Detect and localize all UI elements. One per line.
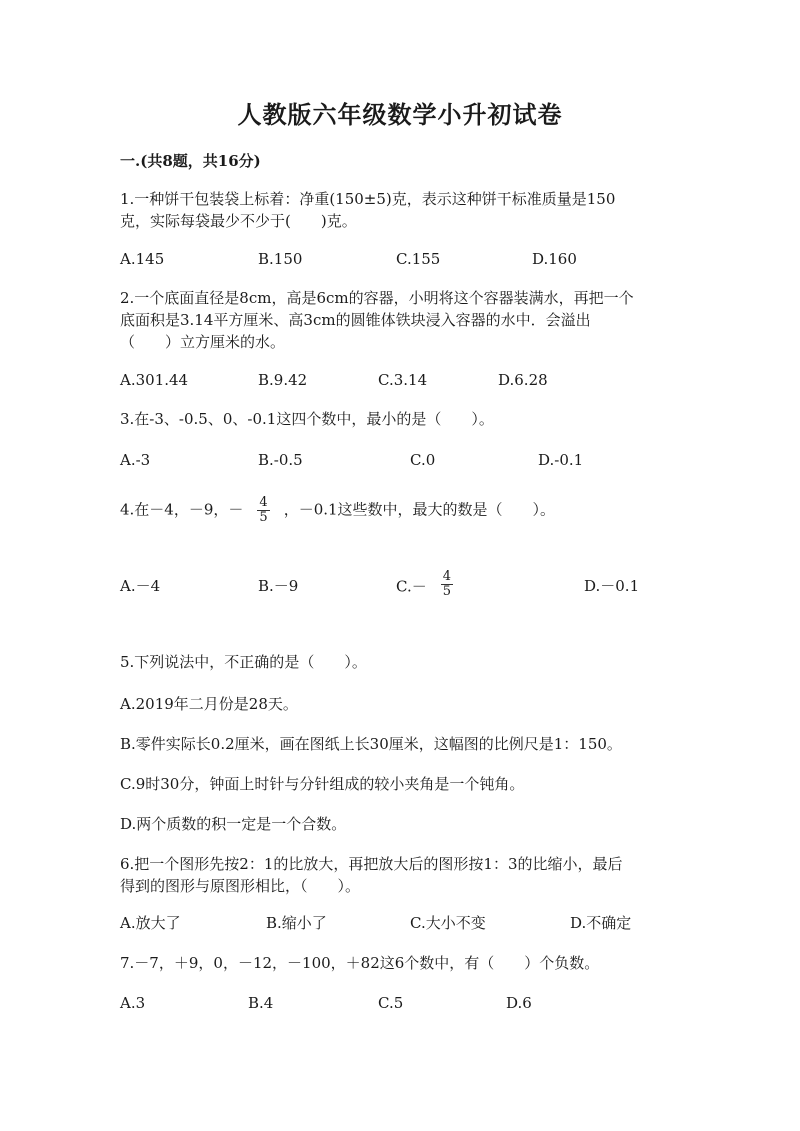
fraction	[441, 570, 453, 599]
question-4-options	[120, 569, 680, 606]
option-c[interactable]: C.3.14	[378, 371, 428, 389]
question-1-line-2: 克，实际每袋最少不少于( )克。	[120, 212, 357, 230]
option-a[interactable]: A.-3	[120, 451, 151, 469]
option-d[interactable]: D.-0.1	[538, 451, 584, 469]
question-7	[120, 952, 680, 974]
option-a-text: A.2019年二月份是28天。	[120, 695, 298, 713]
option-c-label: C.－	[396, 577, 427, 596]
question-7-options	[120, 993, 680, 1013]
option-c[interactable]: C.0	[410, 451, 436, 469]
option-d[interactable]: D.－0.1	[584, 577, 640, 595]
question-3-line-1: 3.在-3、-0.5、0、-0.1这四个数中，最小的是（ ）。	[120, 410, 494, 428]
option-d[interactable]: D.6	[506, 994, 532, 1012]
option-b[interactable]: B.-0.5	[258, 451, 303, 469]
question-3	[120, 408, 680, 430]
question-2	[120, 287, 680, 353]
option-c-text: C.9时30分，钟面上时针与分针组成的较小夹角是一个钝角。	[120, 775, 525, 793]
question-6-line-1: 6.把一个图形先按2：1的比放大，再把放大后的图形按1：3的比缩小，最后	[120, 855, 623, 873]
question-1-options	[120, 249, 680, 269]
option-b[interactable]	[120, 733, 680, 755]
option-d[interactable]	[120, 813, 680, 835]
fraction-denominator: 5	[442, 584, 451, 599]
question-2-line-2: 底面积是3.14平方厘米、高3cm的圆锥体铁块浸入容器的水中．会溢出	[120, 311, 591, 329]
fraction-numerator: 4	[442, 569, 451, 584]
option-a[interactable]: A.3	[120, 994, 146, 1012]
question-4-text-before: 4.在－4，－9，－	[120, 500, 244, 519]
question-6-line-2: 得到的图形与原图形相比，（ ）。	[120, 877, 361, 895]
question-6	[120, 853, 680, 897]
option-c[interactable]: C.大小不变	[410, 914, 486, 932]
question-1-line-1: 1.一种饼干包装袋上标着：净重(150±5)克，表示这种饼干标准质量是150	[120, 190, 616, 208]
question-6-options	[120, 913, 680, 933]
option-c[interactable]	[396, 569, 467, 599]
option-b[interactable]: B.150	[258, 250, 303, 268]
option-d-text: D.两个质数的积一定是一个合数。	[120, 815, 347, 833]
option-a[interactable]: A.145	[120, 250, 165, 268]
question-3-options	[120, 450, 680, 470]
option-a[interactable]: A.－4	[120, 577, 161, 595]
question-5	[120, 651, 680, 673]
fraction-numerator: 4	[259, 495, 268, 510]
option-a[interactable]: A.放大了	[120, 914, 181, 932]
option-d[interactable]: D.不确定	[570, 914, 632, 932]
option-c[interactable]	[120, 773, 680, 795]
question-2-line-3: （ ）立方厘米的水。	[120, 333, 286, 351]
option-b[interactable]: B.4	[248, 994, 274, 1012]
paper-title: 人教版六年级数学小升初试卷	[237, 100, 563, 129]
fraction	[257, 496, 269, 525]
option-a[interactable]	[120, 693, 680, 715]
question-2-options	[120, 370, 680, 390]
option-b[interactable]: B.9.42	[258, 371, 308, 389]
section-heading: 一.(共8题，共16分)	[120, 152, 261, 170]
option-d[interactable]: D.6.28	[498, 371, 548, 389]
fraction-denominator: 5	[259, 510, 268, 525]
question-4	[120, 496, 680, 525]
option-c[interactable]: C.155	[396, 250, 441, 268]
question-7-line-1: 7.－7，＋9，0，－12，－100，＋82这6个数中，有（ ）个负数。	[120, 954, 600, 972]
question-4-text-after: ，－0.1这些数中，最大的数是（ ）。	[283, 500, 556, 519]
option-d[interactable]: D.160	[532, 250, 577, 268]
question-2-line-1: 2.一个底面直径是8cm，高是6cm的容器，小明将这个容器装满水，再把一个	[120, 289, 634, 307]
option-a[interactable]: A.301.44	[120, 371, 189, 389]
option-b-text: B.零件实际长0.2厘米，画在图纸上长30厘米，这幅图的比例尺是1：150。	[120, 735, 622, 753]
option-b[interactable]: B.－9	[258, 577, 299, 595]
option-b[interactable]: B.缩小了	[266, 914, 327, 932]
option-c[interactable]: C.5	[378, 994, 404, 1012]
question-5-line-1: 5.下列说法中，不正确的是（ ）。	[120, 653, 367, 671]
question-1	[120, 188, 680, 232]
